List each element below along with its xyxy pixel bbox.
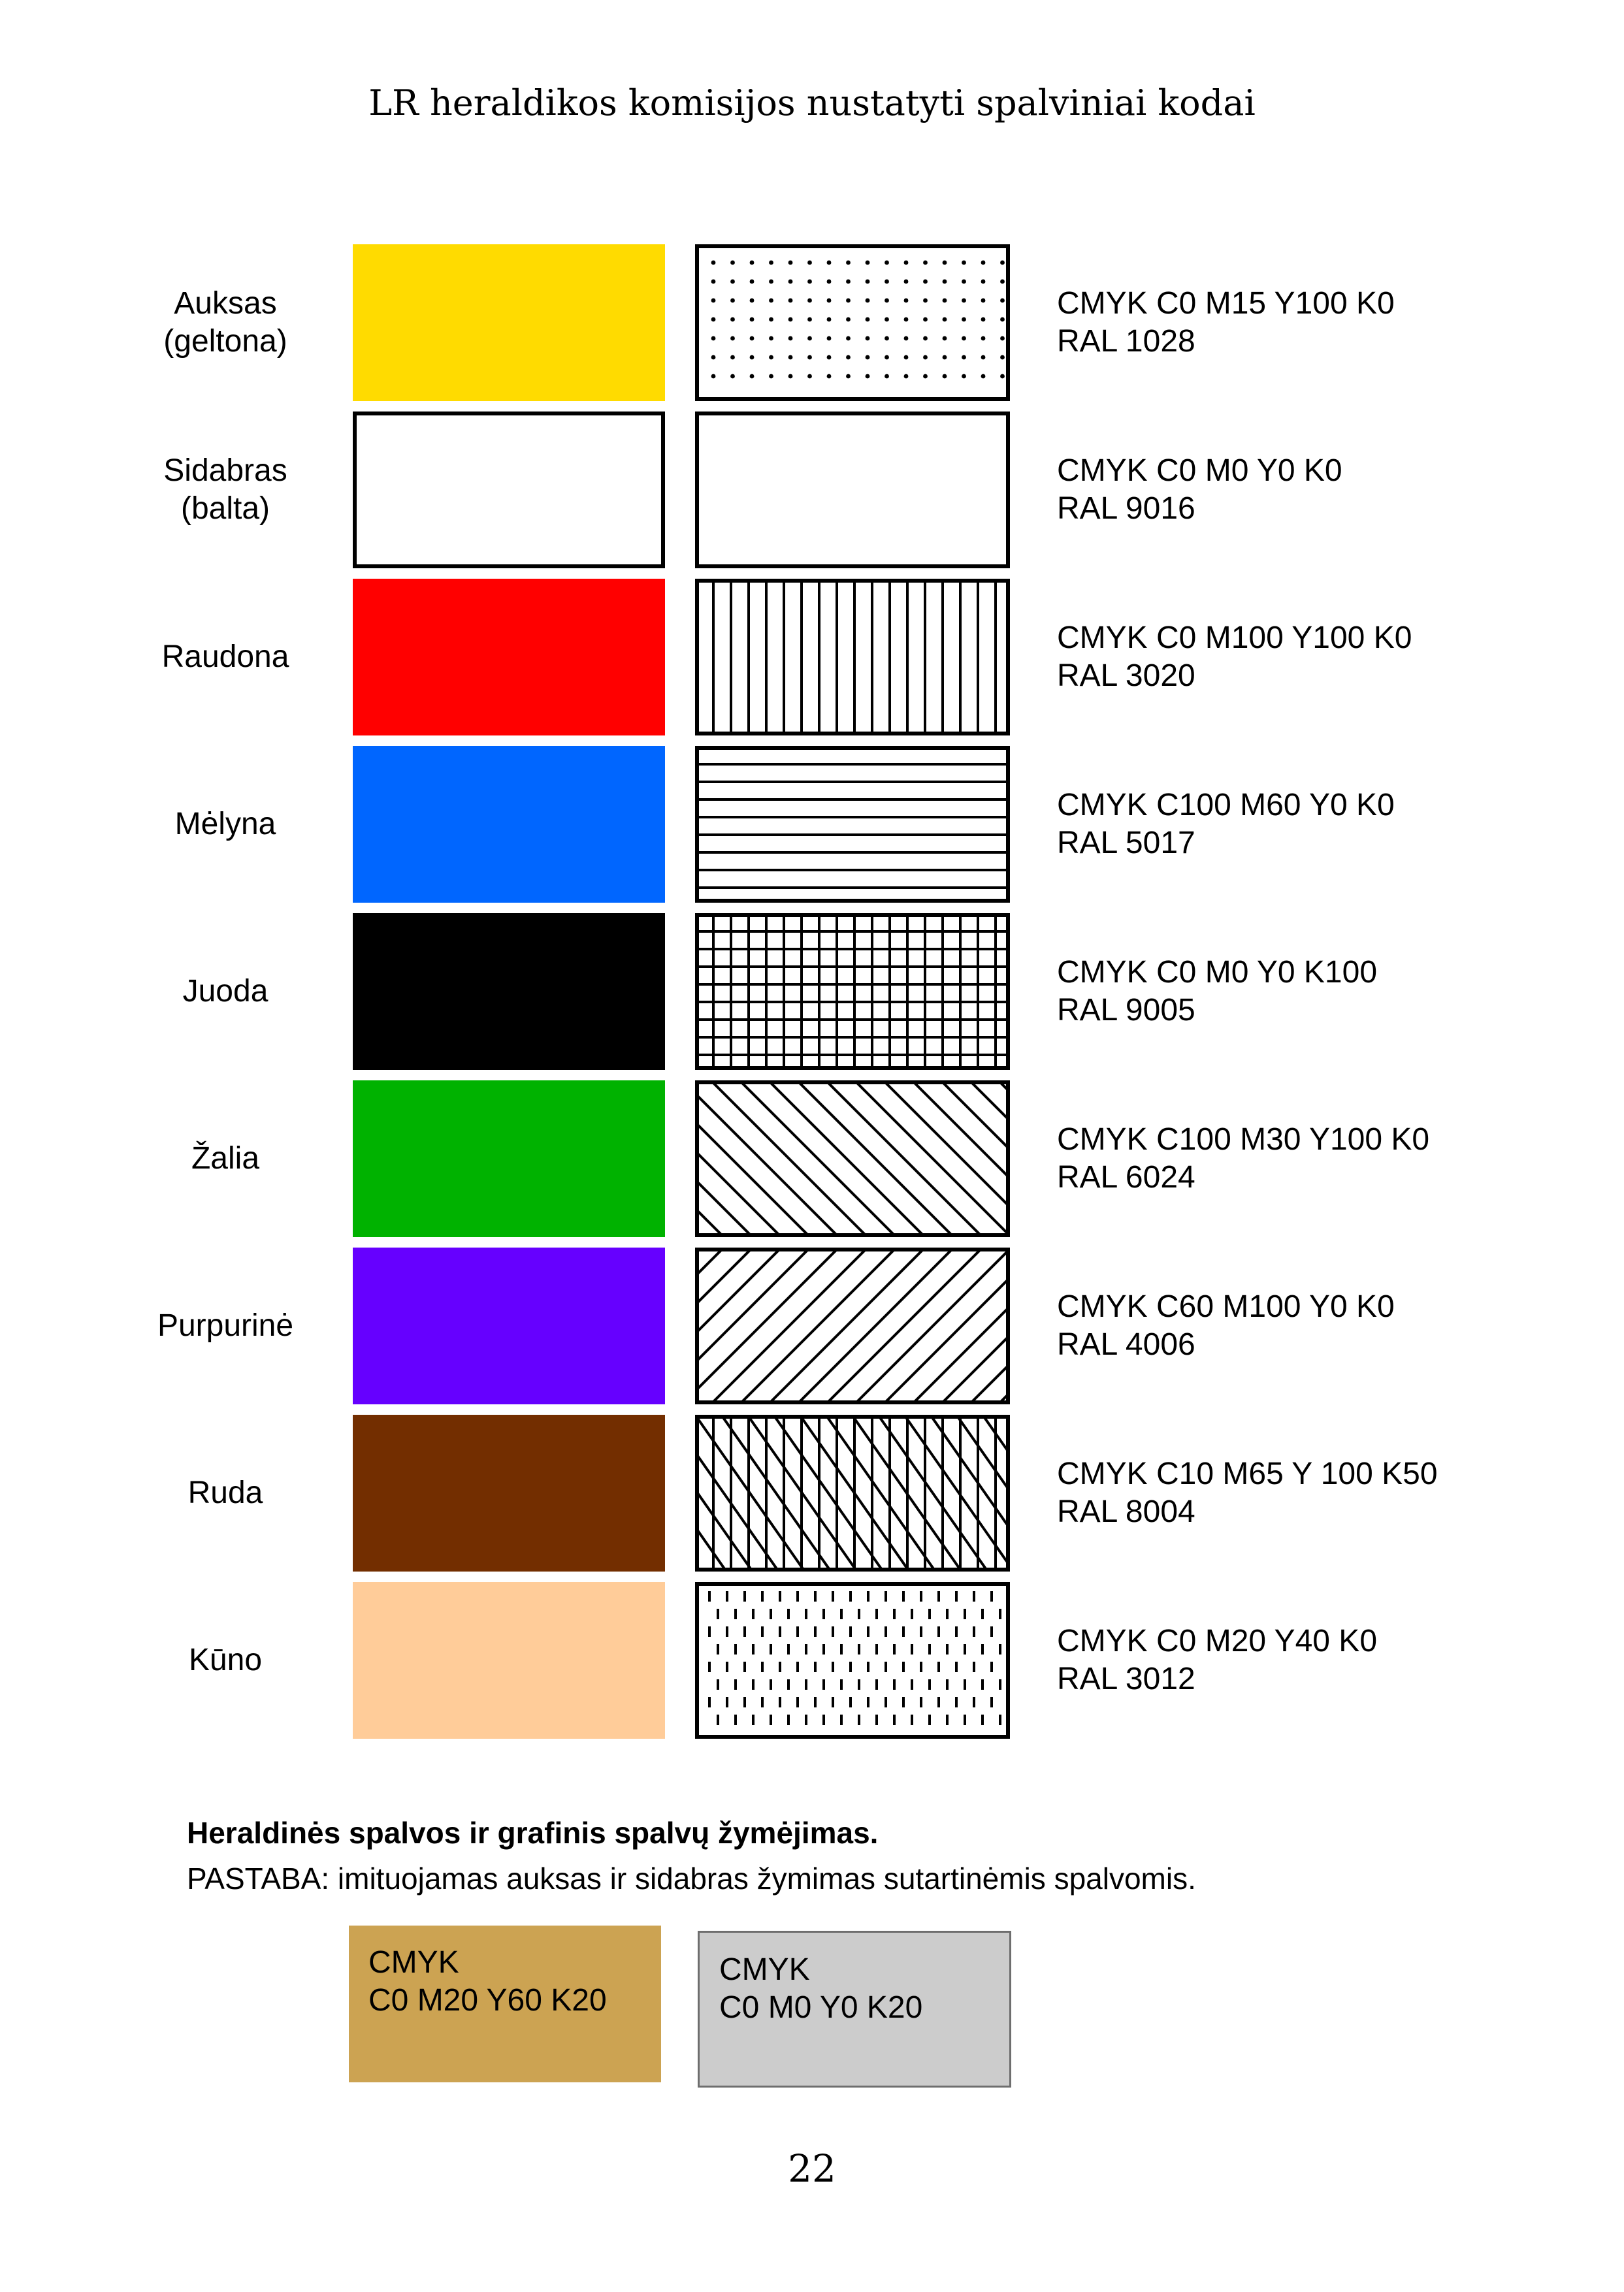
page-number: 22 (788, 2146, 836, 2191)
page-title: LR heraldikos komisijos nustatyti spalviniai kodai (368, 82, 1256, 123)
color-codes (1057, 579, 1514, 735)
color-codes (1057, 1080, 1514, 1237)
color-codes (1057, 1415, 1514, 1572)
color-name: Žalia (191, 1141, 260, 1176)
color-codes (1057, 1248, 1514, 1404)
color-name: Ruda (187, 1476, 263, 1510)
color-name: Kūno (188, 1643, 263, 1677)
ral-code: RAL 5017 (1057, 826, 1195, 860)
ral-code: RAL 4006 (1057, 1327, 1195, 1362)
color-codes (1057, 913, 1514, 1070)
cmyk-code: CMYK C0 M100 Y100 K0 (1057, 621, 1412, 655)
ral-code: RAL 1028 (1057, 324, 1195, 359)
hatch-pattern-plain (695, 412, 1010, 568)
color-name: Mėlyna (174, 807, 276, 841)
hatch-pattern-horizontal-lines (695, 746, 1010, 903)
ral-code: RAL 6024 (1057, 1160, 1195, 1195)
imitation-code: C0 M20 Y60 K20 (368, 1983, 607, 2018)
color-swatch (353, 746, 665, 903)
color-name: Juoda (182, 974, 268, 1009)
color-swatch (353, 1582, 665, 1739)
hatch-pattern-diagonal-down (695, 1080, 1010, 1237)
ral-code: RAL 9005 (1057, 993, 1195, 1027)
color-name: Auksas (geltona) (163, 286, 287, 359)
color-name: Sidabras (balta) (163, 453, 287, 526)
cmyk-code: CMYK C0 M20 Y40 K0 (1057, 1624, 1378, 1658)
color-row-red (0, 579, 1624, 735)
cmyk-code: CMYK C100 M60 Y0 K0 (1057, 788, 1395, 822)
hatch-pattern-grid (695, 913, 1010, 1070)
color-row-silver (0, 412, 1624, 568)
note-text: PASTABA: imituojamas auksas ir sidabras žymimas sutartinėmis spalvomis. (187, 1862, 1196, 1896)
ral-code: RAL 3020 (1057, 658, 1195, 693)
color-row-flesh (0, 1582, 1624, 1739)
imitation-code: C0 M0 Y0 K20 (719, 1990, 923, 2025)
color-swatch (353, 412, 665, 568)
color-row-gold (0, 244, 1624, 401)
cmyk-code: CMYK C10 M65 Y 100 K50 (1057, 1457, 1438, 1491)
color-codes (1057, 1582, 1514, 1739)
hatch-pattern-vertical-lines (695, 579, 1010, 735)
color-swatch (353, 579, 665, 735)
color-swatch (353, 1248, 665, 1404)
cmyk-code: CMYK C60 M100 Y0 K0 (1057, 1289, 1395, 1324)
color-row-green (0, 1080, 1624, 1237)
cmyk-code: CMYK C0 M0 Y0 K0 (1057, 453, 1342, 488)
note-heading: Heraldinės spalvos ir grafinis spalvų žymėjimas. (187, 1816, 879, 1850)
imitation-gold-swatch (349, 1926, 661, 2082)
ral-code: RAL 9016 (1057, 491, 1195, 526)
imitation-label: CMYK (719, 1952, 810, 1987)
color-row-purple (0, 1248, 1624, 1404)
ral-code: RAL 3012 (1057, 1662, 1195, 1696)
hatch-pattern-dots (695, 244, 1010, 401)
cmyk-code: CMYK C0 M0 Y0 K100 (1057, 955, 1378, 990)
color-swatch (353, 1415, 665, 1572)
color-row-blue (0, 746, 1624, 903)
color-swatch (353, 244, 665, 401)
hatch-pattern-vertical-diagonal-cross (695, 1415, 1010, 1572)
cmyk-code: CMYK C100 M30 Y100 K0 (1057, 1122, 1430, 1157)
color-codes (1057, 244, 1514, 401)
color-codes (1057, 412, 1514, 568)
hatch-pattern-dashed-vertical (695, 1582, 1010, 1739)
color-row-brown (0, 1415, 1624, 1572)
color-name: Raudona (161, 639, 289, 674)
cmyk-code: CMYK C0 M15 Y100 K0 (1057, 286, 1395, 321)
color-swatch (353, 1080, 665, 1237)
hatch-pattern-diagonal-up (695, 1248, 1010, 1404)
color-swatch (353, 913, 665, 1070)
color-name: Purpurinė (157, 1308, 294, 1343)
ral-code: RAL 8004 (1057, 1494, 1195, 1529)
imitation-silver-swatch (698, 1931, 1011, 2088)
imitation-label: CMYK (368, 1945, 459, 1980)
color-codes (1057, 746, 1514, 903)
color-row-black (0, 913, 1624, 1070)
